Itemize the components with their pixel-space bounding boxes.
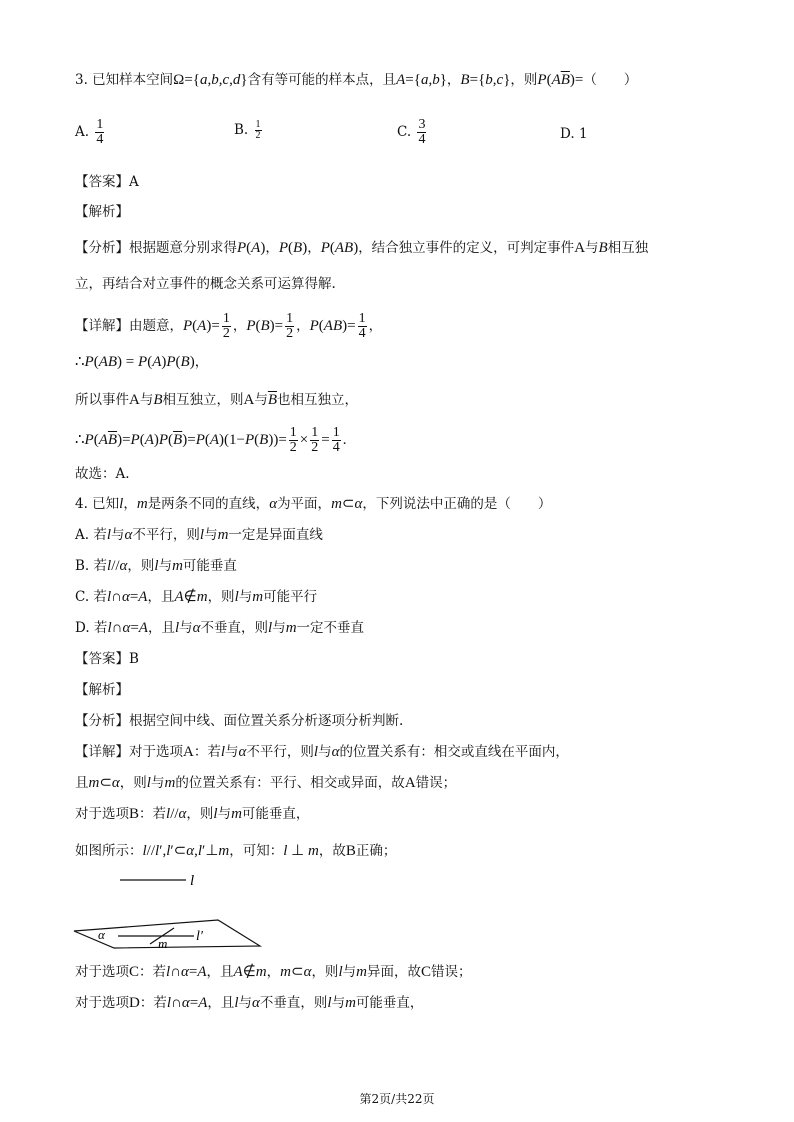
q3-fenxi-2: 立，再结合对立事件的概念关系可运算得解.	[75, 276, 336, 292]
q4-detail-a2: 且m⊂α，则l与m的位置关系有：平行、相交或异面，故A错误；	[75, 775, 457, 791]
q4-detail-d: 对于选项D：若l∩α=A，且l与α不垂直，则l与m可能垂直，	[75, 995, 424, 1011]
q3-conclusion: 故选：A.	[75, 466, 130, 482]
q3-stem: 3. 已知样本空间Ω={a,b,c,d}含有等可能的样本点，且A={a,b}，B={b,c}，则$P(A\overline{B})=$（ ）	[75, 72, 638, 88]
q3-option-d: D. 1	[560, 126, 588, 142]
q4-detail-a1: 【详解】对于选项A：若l与α不平行，则l与α的位置关系有：相交或直线在平面内，	[75, 744, 569, 760]
label-m: m	[158, 936, 168, 951]
q3-fenxi-1: 【分析】根据题意分别求得P(A)，P(B)，P(AB)，结合独立事件的定义，可判定事件A与B相互独	[75, 240, 649, 256]
q4-detail-c: 对于选项C：若l∩α=A，且A∉m，m⊂α，则l与m异面，故C错误；	[75, 964, 472, 980]
q3-detail-1: 【详解】由题意，P(A)= $\frac{1}{2}$ ，P(B)= $\frac{1}{2}$ ，P(AB)= $\frac{1}{4}$ ，	[75, 311, 383, 341]
q4-analysis-tag: 【解析】	[75, 682, 129, 698]
q3-option-b: B. $\frac{1}{2}$	[234, 119, 261, 141]
fraction: $\frac{1}{2}$	[255, 119, 261, 141]
label-l: l	[190, 873, 195, 889]
q4-detail-b2: 如图所示：l//l′,l′⊂α,l′⊥m，可知：l ⊥ m，故B正确；	[75, 843, 397, 859]
q4-answer: 【答案】B	[75, 651, 139, 667]
q3-answer: 【答案】A	[75, 174, 139, 190]
q3-detail-2: ∴P(AB) = P(A)P(B)，	[75, 354, 209, 370]
q3-detail-3: 所以事件A与B相互独立，则A与$\overline{B}$也相互独立，	[75, 392, 359, 408]
q3-analysis-tag: 【解析】	[75, 204, 129, 220]
q4-option-b: B. 若l//α，则l与m可能垂直	[75, 558, 237, 574]
label-l-prime: l′	[196, 929, 203, 944]
q4-fenxi: 【分析】根据空间中线、面位置关系分析逐项分析判断.	[75, 713, 404, 729]
q4-stem: 4. 已知l，m是两条不同的直线，α为平面，m⊂α，下列说法中正确的是（ ）	[75, 496, 552, 512]
q4-detail-b1: 对于选项B：若l//α，则l与m可能垂直，	[75, 806, 310, 822]
page-footer: 第2页/共22页	[359, 1092, 435, 1106]
q4-option-d: D. 若l∩α=A，且l与α不垂直，则l与m一定不垂直	[75, 620, 365, 636]
geometry-figure	[70, 868, 270, 954]
q4-option-c: C. 若l∩α=A，且A∉m，则l与m可能平行	[75, 589, 318, 605]
q3-option-a: A. $\frac{1}{4}$	[75, 117, 104, 147]
q3-detail-4: $\therefore P(A\overline{B})=P(A)P(\overline{B})=P(A)(1-P(B))=$ $\frac{1}{2}$ × $\frac{1}{2}$ = $\frac{1}{4}$ .	[75, 425, 347, 455]
q4-option-a: A. 若l与α不平行，则l与m一定是异面直线	[75, 527, 323, 543]
fraction: $\frac{1}{4}$	[96, 117, 104, 147]
label-alpha: α	[98, 927, 105, 942]
q3-option-c: C. $\frac{3}{4}$	[397, 117, 426, 147]
fraction: $\frac{3}{4}$	[418, 117, 426, 147]
